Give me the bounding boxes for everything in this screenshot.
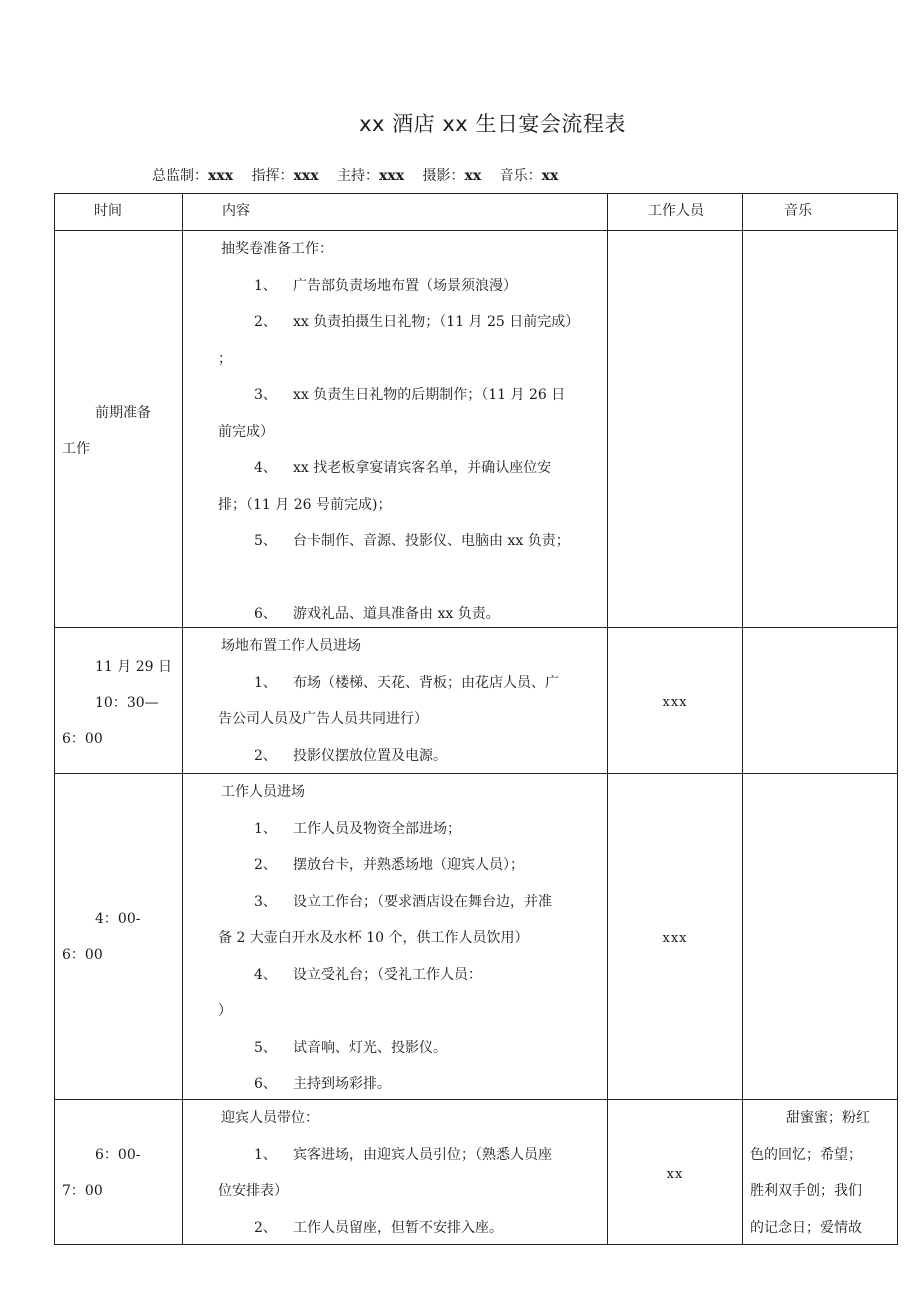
music-line: 甜蜜蜜；粉红 (786, 1110, 870, 1126)
list-item: 4、 设立受礼台；（受礼工作人员： (254, 966, 482, 983)
staff-value: xx (541, 168, 559, 184)
time-line: 前期准备 (95, 405, 151, 421)
list-item-continued: ； (218, 350, 232, 367)
time-line: 6：00 (62, 947, 103, 963)
list-item: 6、 游戏礼品、道具准备由 xx 负责。 (254, 606, 500, 622)
list-item: 2、 投影仪摆放位置及电源。 (254, 747, 447, 764)
row-content (218, 231, 579, 633)
staff-value: xxx (379, 168, 405, 184)
schedule-table (54, 193, 898, 1245)
time-line: 11 月 29 日 (95, 659, 172, 675)
content-heading: 场地布置工作人员进场 (221, 638, 361, 654)
list-item: 1、 宾客进场，由迎宾人员引位；（熟悉人员座 (254, 1146, 552, 1163)
time-line: 6：00 (62, 731, 103, 747)
list-item: 5、 台卡制作、音源、投影仪、电脑由 xx 负责； (254, 533, 570, 549)
list-item: 5、 试音响、灯光、投影仪。 (254, 1039, 447, 1056)
content-heading: 工作人员进场 (221, 784, 305, 800)
list-item: 6、 主持到场彩排。 (254, 1076, 391, 1092)
list-item-continued: 位安排表） (218, 1183, 288, 1199)
time-line: 4：00- (95, 911, 141, 927)
list-item: 2、 工作人员留座，但暂不安排入座。 (254, 1219, 503, 1236)
row-time (62, 395, 151, 467)
music-line: 胜利双手创；我们 (750, 1183, 862, 1199)
table-border-left (54, 193, 55, 1245)
time-line: 工作 (62, 441, 90, 457)
list-item-continued: 告公司人员及广告人员共同进行） (218, 711, 428, 727)
row-staff: xxx (662, 931, 688, 946)
list-item: 3、 设立工作台；（要求酒店设在舞台边，并准 (254, 893, 552, 910)
staff-value: xxx (293, 168, 319, 184)
list-item-continued: ） (218, 1003, 232, 1019)
row-time (62, 901, 140, 973)
content-heading: 迎宾人员带位： (221, 1110, 319, 1126)
list-item: 2、 摆放台卡，并熟悉场地（迎宾人员）； (254, 857, 524, 873)
row-staff: xx (666, 1167, 684, 1182)
list-item: 1、 布场（楼梯、天花、背板；由花店人员、广 (254, 674, 559, 691)
time-line: 10：30— (95, 695, 159, 711)
column-rule (182, 193, 183, 1245)
row-time (62, 649, 172, 757)
row-music (750, 1100, 890, 1246)
list-item-continued: 前完成） (218, 423, 274, 440)
staff-label: 音乐： (499, 168, 542, 184)
list-item: 1、 工作人员及物资全部进场； (254, 820, 461, 837)
time-line: 7：00 (62, 1183, 103, 1199)
header-music: 音乐 (784, 203, 812, 219)
list-item: 1、 广告部负责场地布置（场景须浪漫） (254, 277, 517, 294)
list-item: 4、 xx 找老板拿宴请宾客名单，并确认座位安 (254, 460, 552, 476)
blank-line (218, 560, 579, 597)
column-rule (742, 193, 743, 1245)
staff-label: 指挥： (251, 168, 294, 184)
staff-line (152, 165, 558, 185)
column-rule (607, 193, 608, 1245)
header-content: 内容 (222, 203, 250, 219)
row-content (218, 774, 552, 1103)
staff-label: 总监制： (152, 168, 208, 184)
row-content (218, 628, 559, 774)
music-line: 色的回忆；希望； (750, 1146, 862, 1163)
header-time: 时间 (94, 203, 122, 219)
row-content (218, 1100, 552, 1246)
page-title: xx 酒店 xx 生日宴会流程表 (359, 112, 626, 136)
header-staff: 工作人员 (648, 203, 704, 219)
music-line: 的记念日；爱情故 (750, 1219, 862, 1236)
staff-label: 摄影： (422, 168, 465, 184)
list-item-continued: 排；（11 月 26 号前完成)； (218, 496, 392, 513)
list-item-continued: 备 2 大壶白开水及水杯 10 个，供工作人员饮用） (218, 930, 529, 946)
row-time (62, 1137, 140, 1209)
row-staff: xxx (662, 695, 688, 710)
time-line: 6：00- (95, 1147, 141, 1163)
staff-label: 主持： (337, 168, 379, 184)
list-item: 2、 xx 负责拍摄生日礼物；（11 月 25 日前完成） (254, 314, 580, 330)
staff-value: xxx (208, 168, 234, 184)
content-heading: 抽奖卷准备工作： (221, 241, 333, 257)
list-item: 3、 xx 负责生日礼物的后期制作；（11 月 26 日 (254, 387, 566, 403)
table-border-right (897, 193, 898, 1245)
staff-value: xx (464, 168, 482, 184)
table-border-top (54, 193, 898, 194)
